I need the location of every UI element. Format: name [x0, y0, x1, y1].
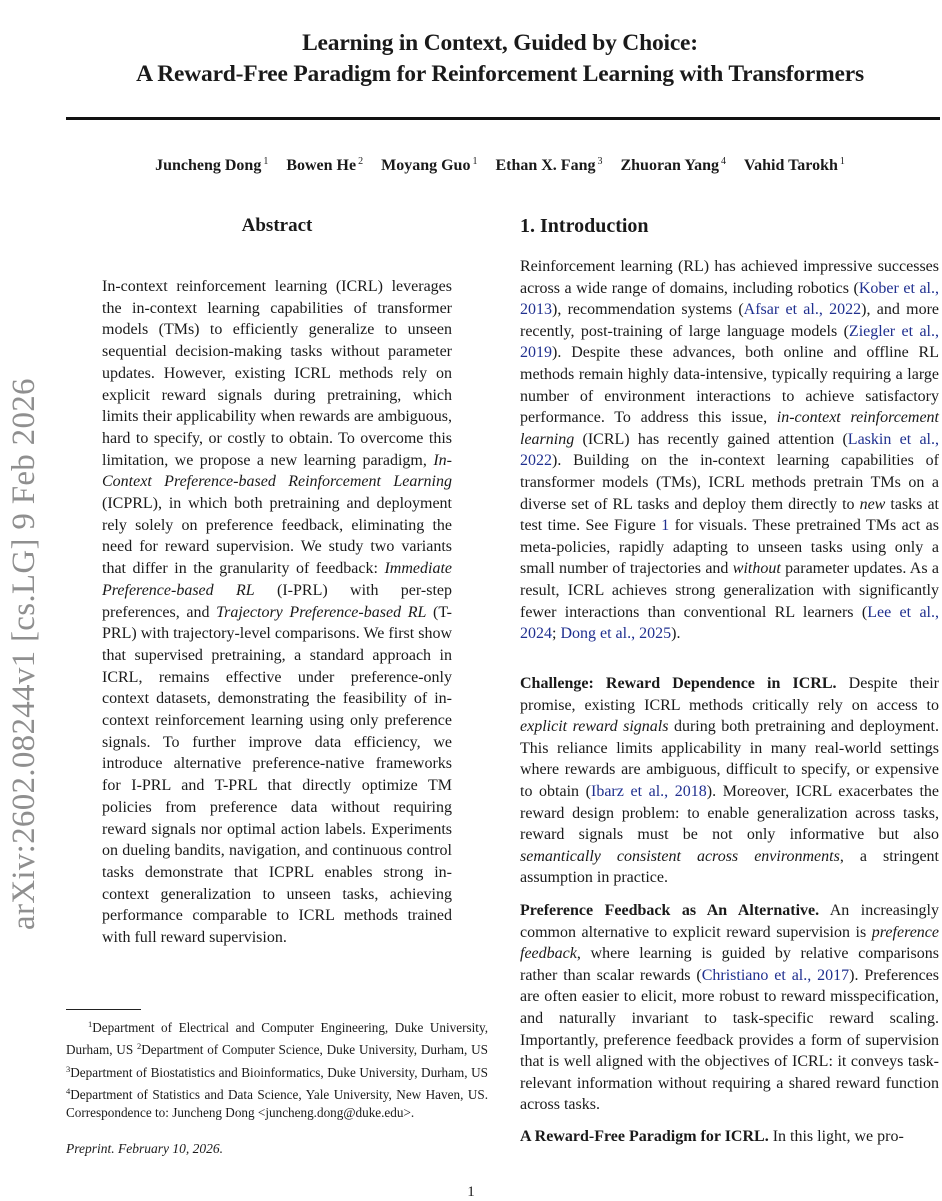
footnote-rule: [66, 1009, 141, 1010]
paper-title: [60, 28, 940, 90]
abstract-text: In-context reinforcement learning (ICRL) leverages the in-context learning capabilities of transformer models (TMs) to efficiently generalize to unseen sequential decision-making tasks without parameter updates. However, existing ICRL methods rely on explicit reward signals during pretraining, which limits their applicability when rewards are ambiguous, hard to specify, or costly to obtain. To overcome this limitation, we propose a new learning paradigm,: [102, 278, 452, 469]
citation-link[interactable]: Christiano et al., 2017: [701, 966, 850, 984]
citation-link[interactable]: Afsar et al., 2022: [743, 301, 862, 319]
abstract-term: Immediate Preference-based RL: [102, 560, 452, 599]
paragraph-text: ). Preferences are often easier to elicit, more robust to reward misspecification, and naturally invariant to task-specific reward scaling. Importantly, preference feedback provides a form of supervision that is well aligned with the objectives of ICRL: it conveys task-relevant information without requiring a shared reward function across tasks.: [520, 966, 939, 1114]
introduction-heading: 1. Introduction: [520, 215, 649, 237]
citation-link[interactable]: Laskin et al., 2022: [520, 430, 939, 470]
author-name: Vahid Tarokh: [744, 157, 838, 174]
paragraph-text: ).: [671, 625, 681, 643]
emphasis: new: [859, 495, 886, 513]
abstract-heading: Abstract: [241, 215, 313, 236]
emphasis: explicit reward signals: [520, 718, 669, 736]
emphasis: semantically consistent across environments: [520, 847, 840, 865]
footnote-mark: 3: [66, 1063, 71, 1074]
intro-paragraph-1: [520, 256, 939, 645]
author-name: Juncheng Dong: [155, 157, 262, 174]
abstract-text: (ICPRL), in which both pretraining and deployment rely solely on preference feedback, eliminating the need for reward supervision. We study two variants that differ in the granularity of feedback:: [102, 495, 452, 578]
abstract-term: In-Context Preference-based Reinforcement Learning: [102, 451, 452, 491]
paragraph-text: ;: [552, 625, 561, 643]
affiliation-mark: 1: [472, 156, 478, 167]
title-rule: [66, 117, 940, 120]
affiliation-mark: 4: [721, 156, 727, 167]
citation-link[interactable]: Dong et al., 2025: [560, 625, 672, 643]
author: [495, 157, 602, 174]
author: [620, 157, 726, 174]
abstract-body: [102, 276, 452, 949]
paragraph-text: (ICRL) has recently gained attention (: [574, 430, 848, 448]
title-line-1: Learning in Context, Guided by Choice:: [302, 30, 698, 56]
paragraph-text: during both pretraining and deployment. This reliance limits applicability in many real-world settings where rewards are ambiguous, difficult to specify, or expensive to obtain (: [520, 718, 940, 800]
paragraph-text: tasks at test time. See Figure: [520, 495, 939, 535]
author-name: Moyang Guo: [381, 157, 471, 174]
author-name: Zhuoran Yang: [620, 157, 720, 174]
affiliation-mark: 1: [839, 156, 845, 167]
affiliation: Department of Computer Science, Duke University, Durham, US: [141, 1042, 488, 1058]
footnote-mark: 1: [88, 1019, 93, 1029]
emphasis: preference feedback: [520, 923, 939, 963]
affiliation: Department of Statistics and Data Science, Yale University, New Haven, US. Correspondence to: Juncheng Dong <juncheng.dong@duke.edu>.: [66, 1086, 488, 1121]
paragraph-text: In this light, we pro-: [768, 1128, 904, 1145]
author: [155, 157, 268, 174]
emphasis: in-context reinforcement learning: [520, 409, 940, 448]
page-number: 1: [467, 1184, 475, 1200]
paragraph-text: ), recommendation systems (: [552, 301, 744, 319]
paragraph-lead: A Reward-Free Paradigm for ICRL.: [520, 1128, 769, 1145]
affiliations-footnote: [66, 1015, 488, 1122]
paragraph-text: parameter updates. As a result, ICRL achieves strong generalization with significantly fewer interactions than conventional RL learners (: [520, 560, 940, 621]
author-name: Bowen He: [286, 157, 357, 174]
intro-paragraph-paradigm: [520, 1126, 939, 1148]
paragraph-text: ). Despite these advances, both online and offline RL methods remain highly data-intensive, typically requiring a large number of environment interactions to achieve satisfactory performance. To address this issue,: [520, 344, 939, 427]
author: [744, 157, 845, 174]
affiliation-mark: 3: [597, 156, 603, 167]
emphasis: without: [732, 560, 781, 578]
paragraph-text: ), and more recently, post-training of large language models (: [520, 301, 939, 340]
affiliation-mark: 1: [263, 156, 269, 167]
author-name: Ethan X. Fang: [495, 157, 596, 174]
author: [286, 157, 363, 174]
title-line-2: A Reward-Free Paradigm for Reinforcement Learning with Transformers: [136, 61, 864, 87]
preprint-date: Preprint. February 10, 2026.: [66, 1141, 223, 1156]
footnote-mark: 2: [136, 1041, 142, 1052]
author: [381, 157, 477, 174]
paragraph-text: for visuals. These pretrained TMs act as meta-policies, rapidly adapting to unseen tasks using only a small number of trajectories and: [520, 517, 940, 578]
abstract-text: (I-PRL) with per-step preferences, and: [102, 581, 453, 621]
intro-paragraph-preference: [520, 900, 939, 1116]
footnote-mark: 4: [66, 1085, 71, 1096]
citation-link[interactable]: Ibarz et al., 2018: [591, 782, 707, 800]
citation-link[interactable]: Lee et al., 2024: [520, 603, 939, 643]
paragraph-lead: Preference Feedback as An Alternative.: [520, 902, 820, 919]
intro-paragraph-challenge: [520, 673, 939, 889]
affiliation: Department of Electrical and Computer Engineering, Duke University, Durham, US: [66, 1020, 488, 1058]
affiliation: Department of Biostatistics and Bioinformatics, Duke University, Durham, US: [70, 1064, 488, 1080]
citation-link[interactable]: Ziegler et al., 2019: [520, 322, 939, 362]
paragraph-text: ). Building on the in-context learning capabilities of transformer models (TMs), ICRL methods pretrain TMs on a diverse set of RL tasks and deploy them directly to: [520, 452, 939, 513]
paragraph-text: An increasingly common alternative to explicit reward supervision is: [520, 902, 939, 941]
abstract-term: Trajectory Preference-based RL: [216, 603, 427, 621]
paragraph-text: , a stringent assumption in practice.: [520, 847, 940, 887]
paragraph-text: Despite their promise, existing ICRL methods critically rely on access to: [520, 675, 939, 714]
abstract-text: (T-PRL) with trajectory-level comparisons. We first show that supervised pretraining, a standard approach in ICRL, remains effective under preference-only context datasets, demonstrating the feasibility of in-context reinforcement learning using only preference signals. To further improve data efficiency, we introduce alternative preference-native frameworks for I-PRL and T-PRL that directly optimize TM policies from preference data without requiring reward signals nor optimal action labels. Experiments on dueling bandits, navigation, and continuous control tasks demonstrate that ICPRL enables strong in-context generalization to unseen tasks, achieving performance comparable to ICRL methods trained with full reward supervision.: [102, 603, 452, 947]
paragraph-text: ). Moreover, ICRL exacerbates the reward design problem: to enable generalization across tasks, reward signals must be not only informative but also: [520, 782, 940, 844]
author-list: [60, 156, 940, 175]
paragraph-lead: Challenge: Reward Dependence in ICRL.: [520, 675, 837, 692]
paragraph-text: , where learning is guided by relative comparisons rather than scalar rewards (: [520, 945, 939, 984]
affiliation-mark: 2: [358, 156, 364, 167]
citation-link[interactable]: Kober et al., 2013: [520, 279, 940, 319]
paragraph-text: Reinforcement learning (RL) has achieved impressive successes across a wide range of domains, including robotics (: [520, 258, 939, 297]
citation-link[interactable]: 1: [661, 517, 670, 535]
arxiv-stamp[interactable]: arXiv:2602.08244v1 [cs.LG] 9 Feb 2026: [6, 378, 42, 930]
